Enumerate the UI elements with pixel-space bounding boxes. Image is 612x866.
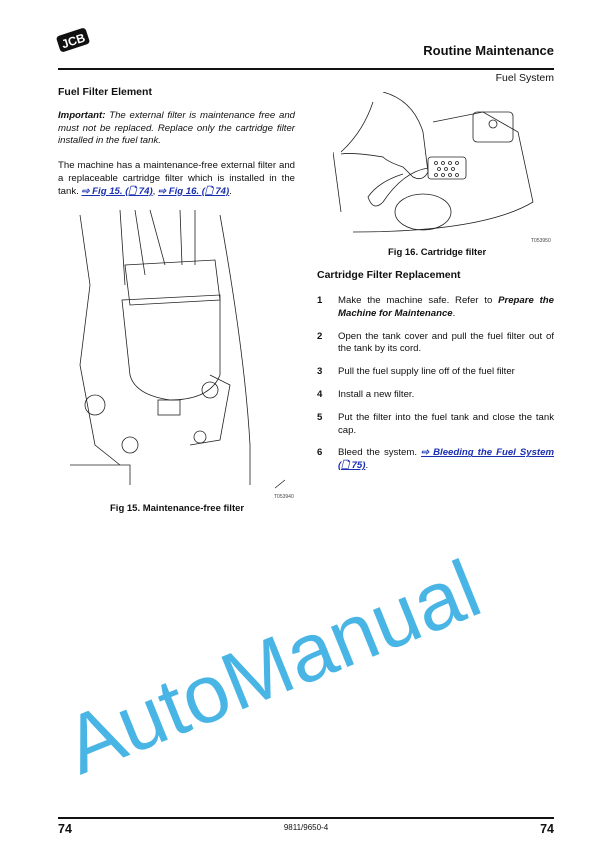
step-3	[317, 366, 554, 379]
fig15-code: T053940	[274, 494, 294, 500]
section-title: Routine Maintenance	[423, 43, 554, 58]
step-text: Pull the fuel supply line off of the fuel filter	[338, 366, 515, 378]
step-2	[317, 331, 554, 357]
important-note	[58, 110, 295, 148]
fig16-caption: Fig 16. Cartridge filter	[388, 247, 487, 258]
step-reference: Prepare the Machine for Maintenance	[338, 295, 554, 319]
separator: ,	[152, 185, 159, 197]
footer-rule	[58, 817, 554, 819]
jcb-logo	[56, 28, 90, 52]
link-bleeding-fuel-system[interactable]: ⇨ Bleeding the Fuel System (🗋 75)	[338, 447, 554, 472]
watermark-text: AutoManual	[52, 543, 493, 792]
important-label: Important:	[58, 109, 106, 121]
document-number: 9811/9650-4	[283, 823, 329, 832]
step-number: 2	[317, 330, 323, 342]
step-text: Put the filter into the fuel tank and close the tank cap.	[338, 411, 554, 436]
step-6	[317, 447, 554, 473]
fig16-illustration	[333, 92, 555, 237]
period: .	[452, 307, 456, 319]
watermark	[0, 540, 612, 810]
page-number-right: 74	[540, 822, 554, 836]
period: .	[229, 185, 232, 197]
heading-cartridge-filter-replacement: Cartridge Filter Replacement	[317, 269, 461, 281]
step-text: Install a new filter.	[338, 388, 415, 400]
step-5	[317, 412, 554, 438]
step-number: 6	[317, 447, 323, 459]
intro-text: The machine has a maintenance-free external filter and a replaceable cartridge filter which is installed in the tank.	[58, 160, 295, 197]
page-number-left: 74	[58, 822, 72, 836]
intro-paragraph	[58, 160, 295, 198]
left-column	[58, 86, 295, 199]
step-number: 5	[317, 411, 323, 423]
step-text: Make the machine safe. Refer to	[338, 295, 499, 306]
fig15-illustration	[70, 205, 300, 490]
step-text: Bleed the system.	[338, 447, 422, 459]
logo-text: JCB	[59, 30, 87, 52]
link-fig15[interactable]: ⇨ Fig 15. (🗋 74)	[81, 185, 153, 197]
step-number: 1	[317, 295, 323, 306]
period: .	[365, 460, 369, 472]
steps-section	[317, 269, 554, 483]
header-rule	[58, 68, 554, 70]
step-text: Open the tank cover and pull the fuel filter out of the tank by its cord.	[338, 330, 554, 355]
important-text: The external filter is maintenance free and must not be replaced. Replace only the cartridge filter installed in the fuel tank.	[58, 109, 295, 147]
fig15-caption: Fig 15. Maintenance-free filter	[110, 503, 245, 514]
link-fig16[interactable]: ⇨ Fig 16. (🗋 74)	[158, 185, 230, 197]
step-number: 3	[317, 366, 323, 378]
heading-fuel-filter-element: Fuel Filter Element	[58, 86, 152, 98]
step-1	[317, 295, 554, 321]
step-number: 4	[317, 388, 323, 400]
step-4	[317, 389, 554, 402]
section-subtitle: Fuel System	[495, 72, 554, 84]
fig16-code: T053950	[531, 238, 551, 244]
